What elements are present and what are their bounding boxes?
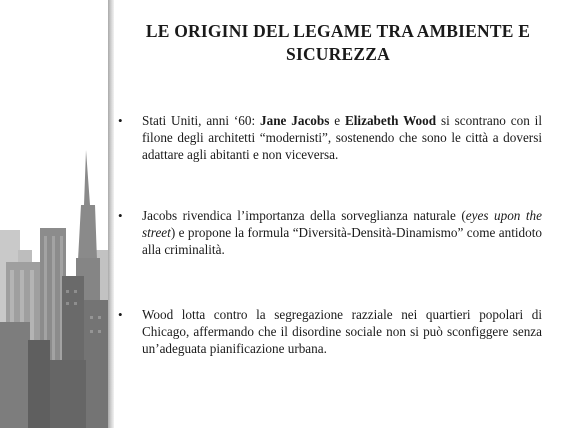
person-name-jane-jacobs: Jane Jacobs <box>260 113 330 128</box>
sidebar-divider <box>108 0 114 428</box>
bullet-text: Wood lotta contro la segregazione razziale nei quartieri popolari di Chicago, affermando che il disordine sociale non si può sconfiggere senza un’adeguata pianificazione urbana. <box>142 307 542 356</box>
skyline-sidebar <box>0 0 114 428</box>
bullet-item <box>118 306 542 357</box>
bullet-marker: • <box>118 113 123 128</box>
bullet-marker: • <box>118 307 123 322</box>
person-name-elizabeth-wood: Elizabeth Wood <box>344 113 437 128</box>
city-skyline-illustration <box>0 0 114 428</box>
bullet-marker: • <box>118 208 123 223</box>
bullet-item <box>118 112 542 163</box>
bullet-text: Jacobs rivendica l’importanza della sorveglianza naturale ( <box>142 208 466 223</box>
slide-title: LE ORIGINI DEL LEGAME TRA AMBIENTE E SICUREZZA <box>145 21 531 64</box>
bullet-list <box>118 112 542 357</box>
bullet-text: e <box>329 113 345 128</box>
bullet-text: ) e propone la formula “Diversità-Densità-Dinamismo” come antidoto alla criminalità. <box>142 225 542 257</box>
bullet-text: Stati Uniti, anni ‘60: <box>142 113 261 128</box>
bullet-text: si scontrano con il filone degli architetti “modernisti”, sostenendo che sono le città a doversi adattare agli abitanti e non viceversa. <box>142 113 542 162</box>
italic-phrase: eyes upon the street <box>142 208 542 240</box>
bullet-item <box>118 207 542 258</box>
